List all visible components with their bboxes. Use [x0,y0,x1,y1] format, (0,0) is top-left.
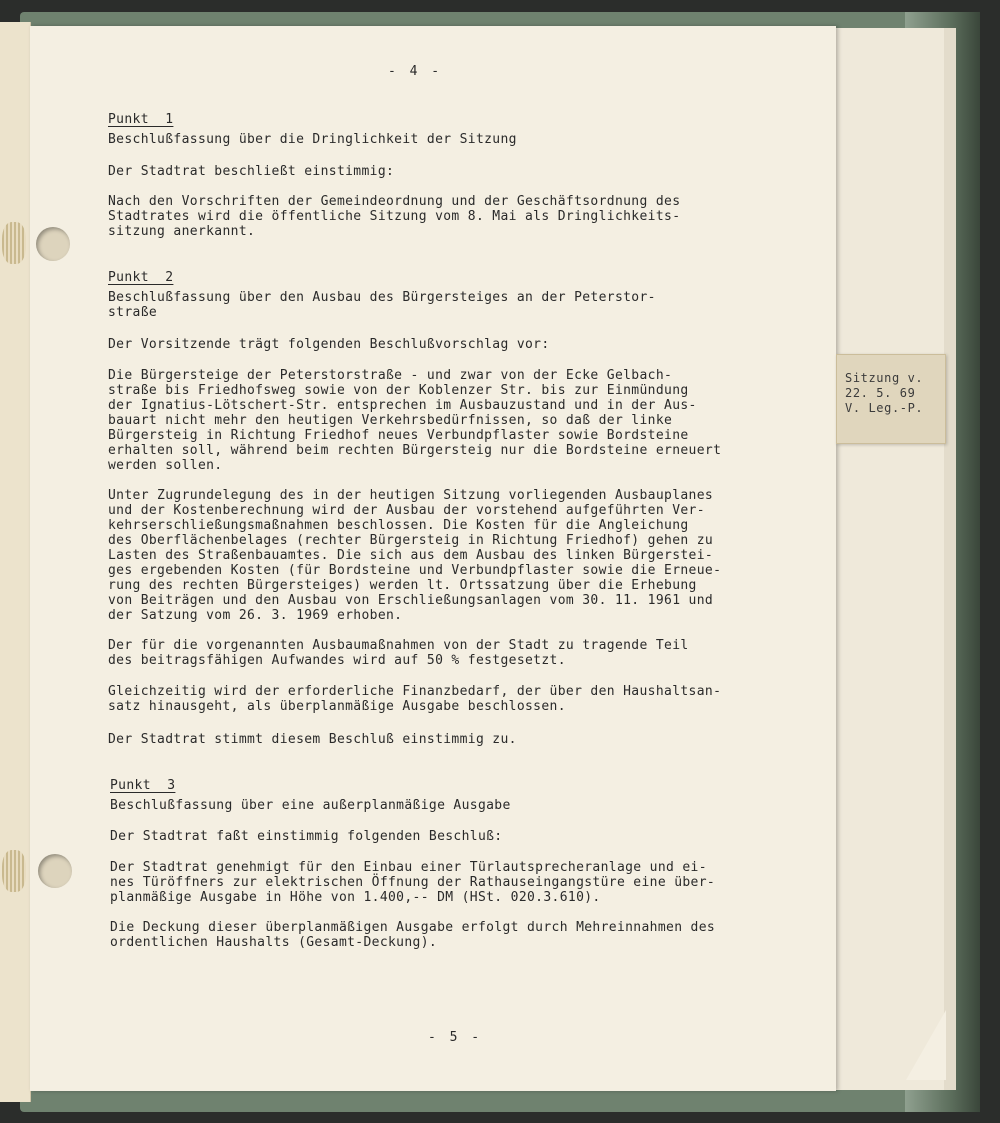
document-text [30,26,836,1091]
section-2-paragraph: Lasten des Straßenbauamtes. Die sich aus dem Ausbau des linken Bürgerstei- [108,548,714,563]
section-2-paragraph: rung des rechten Bürgersteiges) werden lt. Ortssatzung über die Erhebung [108,578,697,593]
section-2-paragraph: und der Kostenberechnung wird der Ausbau der vorstehend aufgeführten Ver- [108,503,705,518]
section-1-paragraph: sitzung anerkannt. [108,224,256,239]
tab-label-line: 22. 5. 69 [845,386,916,400]
section-2-paragraph: werden sollen. [108,458,223,473]
binder-ring-bottom-icon [2,850,26,892]
section-3-paragraph: planmäßige Ausgabe in Höhe von 1.400,-- DM (HSt. 020.3.610). [110,890,601,905]
section-2-title: Beschlußfassung über den Ausbau des Bürgersteiges an der Peterstor- [108,290,656,305]
session-date-tab-label [836,354,946,444]
section-3-heading: Punkt 3 [110,778,176,793]
section-2-paragraph: satz hinausgeht, als überplanmäßige Ausgabe beschlossen. [108,699,566,714]
section-1-paragraph: Der Stadtrat beschließt einstimmig: [108,164,395,179]
section-2-paragraph: Der Stadtrat stimmt diesem Beschluß einstimmig zu. [108,732,517,747]
section-2-paragraph: erhalten soll, während beim rechten Bürgersteig nur die Bordsteine erneuert [108,443,722,458]
section-2-paragraph: Gleichzeitig wird der erforderliche Finanzbedarf, der über den Haushaltsan- [108,684,722,699]
section-3-paragraph: ordentlichen Haushalts (Gesamt-Deckung). [110,935,438,950]
back-sheet-edge [944,28,956,1090]
section-2-paragraph: Bürgersteig in Richtung Friedhof neues Verbundpflaster sowie Bordsteine [108,428,689,443]
section-1-paragraph: Stadtrates wird die öffentliche Sitzung vom 8. Mai als Dringlichkeits- [108,209,681,224]
section-3-paragraph: Die Deckung dieser überplanmäßigen Ausgabe erfolgt durch Mehreinnahmen des [110,920,716,935]
document-page [30,26,836,1091]
folded-corner [906,1010,946,1080]
section-2-paragraph: der Satzung vom 26. 3. 1969 erhoben. [108,608,403,623]
page-number-top: - 4 - [388,64,443,79]
tab-label-line: Sitzung v. [845,371,924,385]
section-1-paragraph: Nach den Vorschriften der Gemeindeordnung und der Geschäftsordnung des [108,194,681,209]
section-1-title: Beschlußfassung über die Dringlichkeit der Sitzung [108,132,517,147]
back-sheet [832,28,951,1090]
previous-page-edge [0,22,31,1102]
section-2-paragraph: kehrserschließungsmaßnahmen beschlossen. Die Kosten für die Angleichung [108,518,689,533]
page-number-bottom: - 5 - [428,1030,483,1045]
binder-ring-top-icon [2,222,26,264]
section-2-paragraph: Der Vorsitzende trägt folgenden Beschlußvorschlag vor: [108,337,550,352]
section-2-paragraph: ges ergebenden Kosten (für Bordsteine und Verbundpflaster sowie die Erneue- [108,563,722,578]
section-1-heading: Punkt 1 [108,112,174,127]
section-3-paragraph: Der Stadtrat genehmigt für den Einbau einer Türlautsprecheranlage und ei- [110,860,707,875]
section-2-paragraph: Die Bürgersteige der Peterstorstraße - und zwar von der Ecke Gelbach- [108,368,673,383]
tab-label-line: V. Leg.-P. [845,401,924,415]
section-2-paragraph: der Ignatius-Lötschert-Str. entsprechen im Ausbauzustand und in der Aus- [108,398,697,413]
section-3-title: Beschlußfassung über eine außerplanmäßige Ausgabe [110,798,511,813]
section-2-paragraph: straße bis Friedhofsweg sowie von der Koblenzer Str. bis zur Einmündung [108,383,689,398]
section-2-paragraph: des beitragsfähigen Aufwandes wird auf 50 % festgesetzt. [108,653,566,668]
section-2-paragraph: Der für die vorgenannten Ausbaumaßnahmen von der Stadt zu tragende Teil [108,638,689,653]
section-3-paragraph: Der Stadtrat faßt einstimmig folgenden Beschluß: [110,829,503,844]
section-2-title: straße [108,305,158,320]
section-2-paragraph: des Oberflächenbelages (rechter Bürgersteig in Richtung Friedhof) gehen zu [108,533,714,548]
section-2-paragraph: bauart nicht mehr den heutigen Verkehrsbedürfnissen, so daß der linke [108,413,673,428]
section-2-paragraph: Unter Zugrundelegung des in der heutigen Sitzung vorliegenden Ausbauplanes [108,488,714,503]
section-3-paragraph: nes Türöffners zur elektrischen Öffnung der Rathauseingangstüre eine über- [110,875,716,890]
section-2-paragraph: von Beiträgen und den Ausbau von Erschließungsanlagen vom 30. 11. 1961 und [108,593,714,608]
section-2-heading: Punkt 2 [108,270,174,285]
